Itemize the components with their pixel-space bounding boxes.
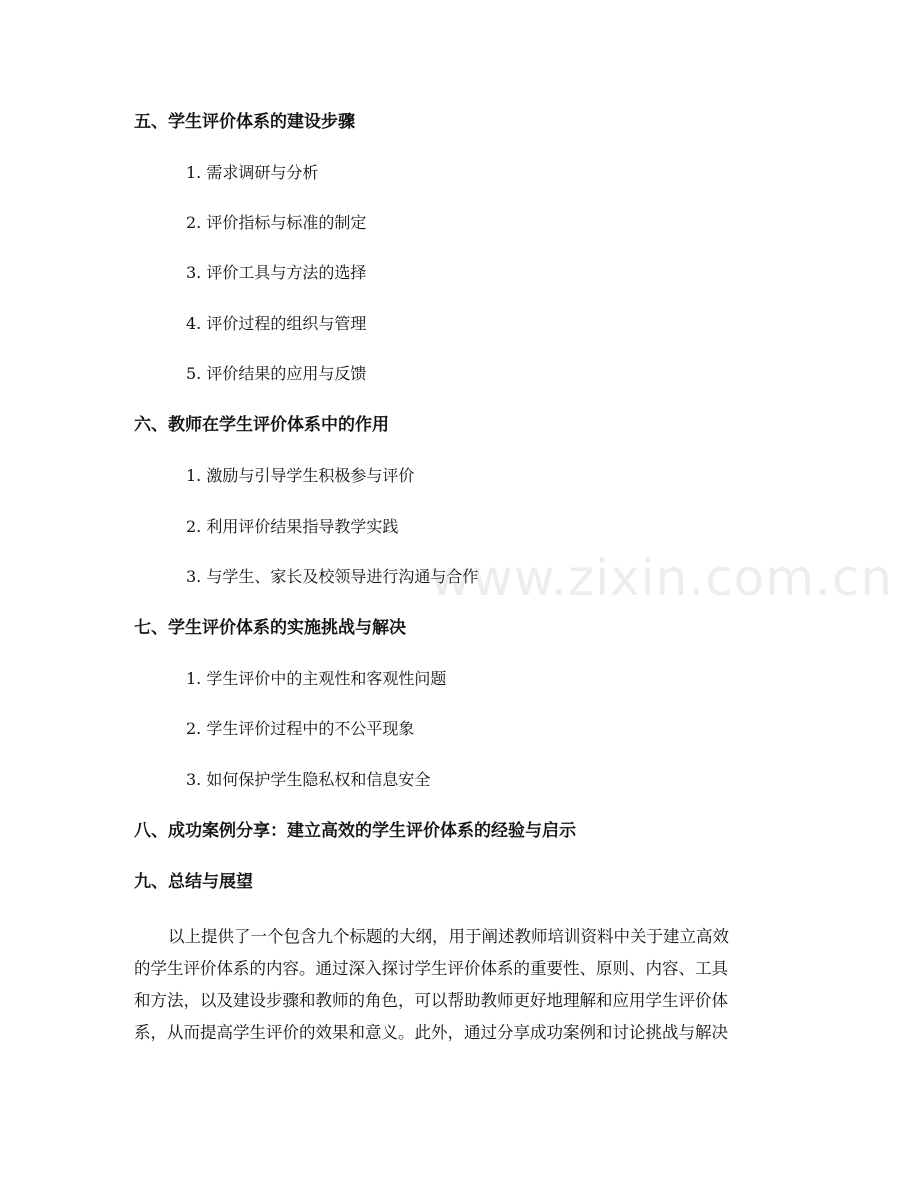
list-item: 3. 与学生、家长及校领导进行沟通与合作 xyxy=(186,567,479,586)
list-item: 2. 评价指标与标准的制定 xyxy=(186,213,367,232)
list-item: 1. 学生评价中的主观性和客观性问题 xyxy=(186,669,447,688)
list-item: 3. 评价工具与方法的选择 xyxy=(186,263,367,282)
list-item: 1. 激励与引导学生积极参与评价 xyxy=(186,466,415,485)
section-heading-5: 五、学生评价体系的建设步骤 xyxy=(134,112,355,132)
list-item: 5. 评价结果的应用与反馈 xyxy=(186,364,367,383)
section-heading-9: 九、总结与展望 xyxy=(134,872,253,892)
paragraph-line: 的学生评价体系的内容。通过深入探讨学生评价体系的重要性、原则、内容、工具 xyxy=(134,959,728,978)
section-heading-7: 七、学生评价体系的实施挑战与解决 xyxy=(134,618,406,638)
list-item: 3. 如何保护学生隐私权和信息安全 xyxy=(186,770,431,789)
paragraph-line: 以上提供了一个包含九个标题的大纲，用于阐述教师培训资料中关于建立高效 xyxy=(168,927,729,946)
watermark: www.zixin.com.cn xyxy=(430,549,894,607)
list-item: 4. 评价过程的组织与管理 xyxy=(186,314,367,333)
section-heading-8: 八、成功案例分享：建立高效的学生评价体系的经验与启示 xyxy=(134,821,576,841)
paragraph-line: 系，从而提高学生评价的效果和意义。此外，通过分享成功案例和讨论挑战与解决 xyxy=(134,1023,728,1042)
list-item: 2. 学生评价过程中的不公平现象 xyxy=(186,719,415,738)
section-heading-6: 六、教师在学生评价体系中的作用 xyxy=(134,415,389,435)
paragraph-line: 和方法，以及建设步骤和教师的角色，可以帮助教师更好地理解和应用学生评价体 xyxy=(134,991,728,1010)
list-item: 1. 需求调研与分析 xyxy=(186,163,319,182)
list-item: 2. 利用评价结果指导教学实践 xyxy=(186,517,399,536)
